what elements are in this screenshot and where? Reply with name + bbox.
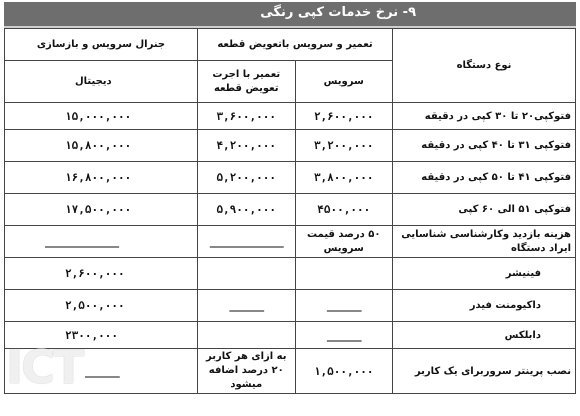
table-row [5,194,576,226]
repair-price-cell: ______ [198,290,296,322]
service-price-cell: ______ [295,290,393,322]
repair-price-cell: به ازای هر کاربر ۲۰ درصد اضافه میشود [198,349,296,394]
price-table-page [4,2,576,414]
device-type-cell: داکیومنت فیدر [393,290,576,322]
general-price-cell: ۱۵,۸۰۰,۰۰۰ [5,130,198,162]
table-row [5,290,576,322]
table-row [5,258,576,290]
table-row [5,103,576,130]
header-digital: دیجیتال [5,61,198,103]
service-price-cell: ۲,۶۰۰,۰۰۰ [295,103,393,130]
header-repair-group: تعمیر و سرویس باتعویض قطعه [198,29,393,61]
table-row [5,349,576,394]
repair-price-cell: ۵,۲۰۰,۰۰۰ [198,162,296,194]
device-type-cell: فینیشر [393,258,576,290]
device-type-cell: دابلکس [393,322,576,349]
table-row [5,226,576,258]
general-price-cell: ______ [5,349,198,394]
table-row [5,322,576,349]
repair-price-cell: ۳,۶۰۰,۰۰۰ [198,103,296,130]
service-price-cell: ۳,۲۰۰,۰۰۰ [295,130,393,162]
table-row [5,130,576,162]
section-title-bar [4,2,576,28]
repair-price-cell: ۵,۹۰۰,۰۰۰ [198,194,296,226]
service-price-cell [295,258,393,290]
general-price-cell: ۲۳۰۰,۰۰۰ [5,322,198,349]
general-price-cell: ۱۷,۵۰۰,۰۰۰ [5,194,198,226]
general-price-cell: ۱۵,۰۰۰,۰۰۰ [5,103,198,130]
device-type-cell: هزینه بازدید وکارشناسی شناسایی ایراد دستگاه [393,226,576,258]
repair-price-cell [198,258,296,290]
service-price-cell: ۴۵۰۰,۰۰۰ [295,194,393,226]
general-price-cell: ۲,۵۰۰,۰۰۰ [5,290,198,322]
header-row-1 [5,29,576,61]
header-general-group: جنرال سرویس و بازسازی [5,29,198,61]
service-price-cell: ۵۰ درصد قیمت سرویس [295,226,393,258]
header-repair-parts: تعمیر با اجرت تعویض قطعه [198,61,296,103]
service-price-cell: ______ [295,322,393,349]
device-type-cell: فتوکپی ۴۱ تا ۵۰ کپی در دقیقه [393,162,576,194]
repair-price-cell: _____________ [198,226,296,258]
device-type-cell: فتوکپی ۵۱ الی ۶۰ کپی [393,194,576,226]
device-type-cell: نصب پرینتر سروربرای یک کاربر [393,349,576,394]
repair-price-cell: ۴,۲۰۰,۰۰۰ [198,130,296,162]
service-price-cell: ۳,۸۰۰,۰۰۰ [295,162,393,194]
section-title: ۹- نرخ خدمات کپی رنگی [260,5,416,20]
device-type-cell: فتوکپی ۳۱ تا ۴۰ کپی در دقیقه [393,130,576,162]
service-price-cell: ۱,۵۰۰,۰۰۰ [295,349,393,394]
ict-watermark: ICT [6,340,83,394]
general-price-cell: _____________ [5,226,198,258]
price-table [4,28,576,394]
general-price-cell: ۲,۶۰۰,۰۰۰ [5,258,198,290]
header-service: سرویس [295,61,393,103]
header-device-type: نوع دستگاه [393,29,576,103]
device-type-cell: فتوکپی۲۰ تا ۳۰ کپی در دقیقه [393,103,576,130]
repair-price-cell [198,322,296,349]
table-row [5,162,576,194]
general-price-cell: ۱۶,۸۰۰,۰۰۰ [5,162,198,194]
